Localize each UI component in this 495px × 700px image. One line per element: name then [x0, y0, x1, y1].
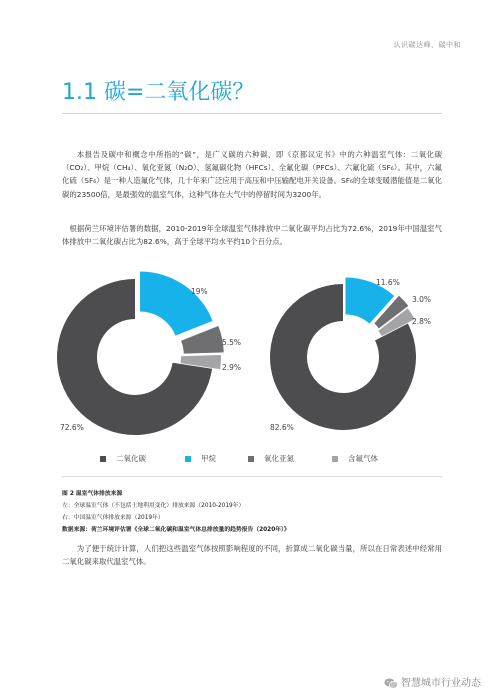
- data-label-co2: 82.6%: [270, 423, 294, 432]
- legend-item-fgas: [332, 453, 378, 464]
- data-label-ch4: 11.6%: [376, 278, 400, 287]
- data-label-fgas: 2.8%: [412, 317, 432, 326]
- body-paragraph-3: 为了便于统计计算，人们把这些温室气体按照影响程度的不同，折算成二氧化碳当量，所以在日常表述中经常用二氧化碳来取代温室气体。: [62, 544, 442, 567]
- legend-swatch-co2: [100, 456, 106, 462]
- body-paragraph-1: 本报告及碳中和概念中所指的“碳”，是广义碳的六种碳，即《京都议定书》中的六种温室气体：二氧化碳（CO₂）、甲烷（CH₄）、氧化亚氮（N₂O）、氢氟碳化物（HFCs）、全氟化碳（PFCs）、六氟化硫（SF₆）。其中，六氟化硫（SF₆）是一种人造氟化气体，几十年来广泛应用于高压和中压输配电开关设备。SF₆的全球变暖潜能值是二氧化碳的23500倍，是最强效的温室气体，这种气体在大气中的停留时间为3200年。: [62, 150, 442, 199]
- data-label-n2o: 5.5%: [222, 338, 242, 347]
- legend-item-co2: [100, 453, 146, 464]
- data-label-fgas: 2.9%: [222, 363, 242, 372]
- legend-label-co2: 二氧化碳: [116, 454, 146, 463]
- slice-ch4: [140, 272, 213, 336]
- data-label-ch4: 19%: [191, 287, 208, 296]
- chart-legend: [70, 453, 450, 467]
- footer-watermark-text: 智慧城市行业动态: [401, 678, 481, 689]
- section-title: 1.1 碳=二氧化碳？: [62, 80, 255, 105]
- figure-caption-left: 左：全球温室气体（不包括土地利用变化）排放来源（2010-2019年）: [62, 503, 245, 509]
- data-label-co2: 72.6%: [60, 423, 84, 432]
- figure-caption-right: 右：中国温室气体排放来源（2019年）: [62, 515, 164, 521]
- legend-divider: [62, 476, 442, 477]
- donut-chart-global: [57, 272, 241, 435]
- legend-swatch-fgas: [332, 456, 338, 462]
- legend-swatch-n2o: [248, 456, 254, 462]
- body-paragraph-2: 根据荷兰环境评估署的数据，2010-2019年全球温室气体排放中二氧化碳平均占比为72.6%，2019年中国温室气体排放中二氧化碳占比为82.6%，高于全球平均水平约10个百分点。: [62, 224, 442, 247]
- donut-chart-china: [270, 277, 431, 432]
- figure-caption-title: 图 2 温室气体排放来源: [62, 491, 123, 497]
- legend-label-n2o: 氧化亚氮: [264, 454, 294, 463]
- data-label-n2o: 3.0%: [412, 295, 432, 304]
- running-head: 认识碳达峰、碳中和: [393, 41, 461, 49]
- wechat-icon: [384, 678, 398, 689]
- footer-watermark: [384, 674, 481, 690]
- figure-caption-source: 数据来源：荷兰环境评估署《全球二氧化碳和温室气体总排放量的趋势报告（2020年）》: [62, 527, 290, 533]
- legend-item-n2o: [248, 453, 294, 464]
- legend-item-ch4: [185, 453, 216, 464]
- legend-swatch-ch4: [185, 456, 191, 462]
- legend-label-fgas: 含氟气体: [348, 454, 378, 463]
- legend-label-ch4: 甲烷: [201, 454, 216, 463]
